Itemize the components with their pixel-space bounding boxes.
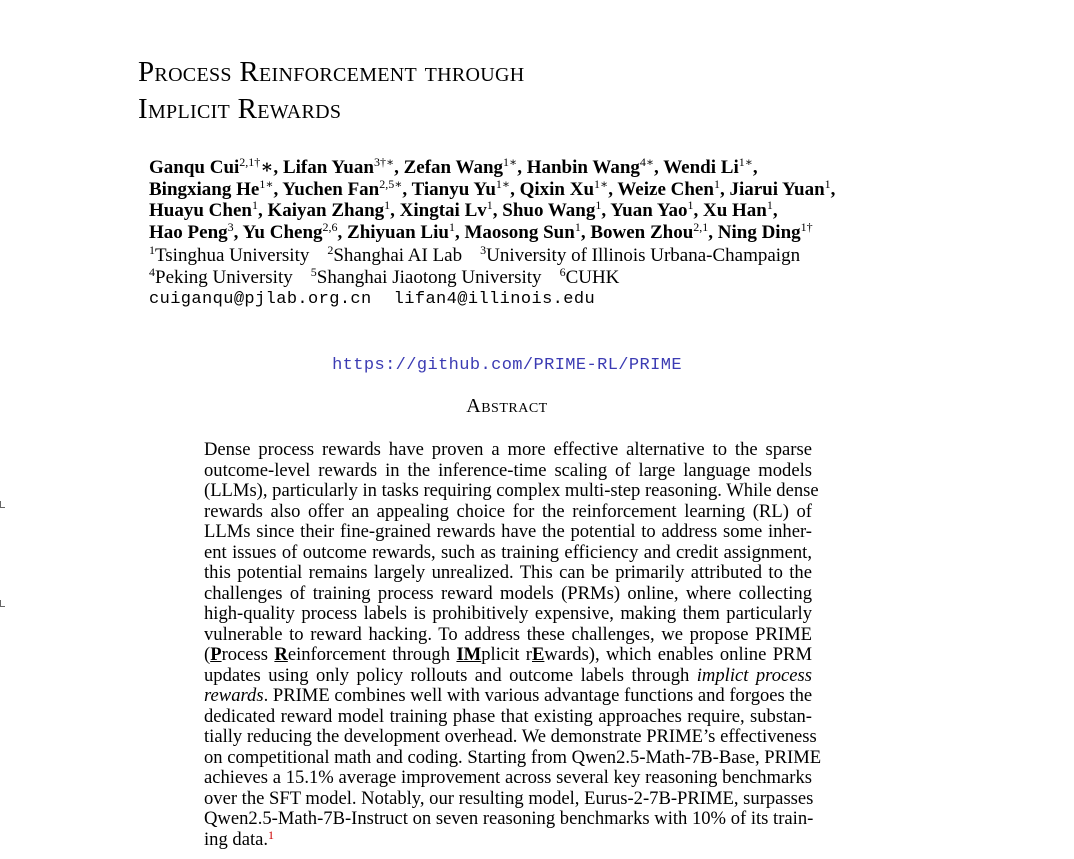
author-affiliation-mark: 3 [227, 219, 234, 234]
affiliation-number: 5 [310, 264, 317, 279]
author-name: Yu Cheng [242, 221, 323, 243]
author-name: Lifan Yuan [282, 157, 374, 178]
author-list [149, 157, 835, 243]
author-name: Xingtai Lv [399, 200, 487, 221]
author-affiliation-mark: 1 [824, 176, 831, 191]
author-affiliation-mark: 3†∗ [373, 155, 395, 169]
author-affiliation-mark: 1 [595, 198, 602, 212]
author-name: Zefan Wang [403, 157, 504, 178]
author-name: Weize Chen [617, 178, 714, 200]
abstract-line: high-quality process labels is prohibitively expensive, making them particularly [204, 603, 812, 624]
author-affiliation-mark: 1∗ [495, 176, 511, 191]
author-affiliation-mark: 2,6 [322, 219, 338, 234]
author-name: Zhiyuan Liu [347, 221, 449, 243]
affiliation-name: Shanghai AI Lab [333, 245, 463, 266]
author-name: Bowen Zhou [590, 221, 694, 243]
abstract-line: on competitional math and coding. Starting from Qwen2.5-Math-7B-Base, PRIME [204, 746, 822, 768]
author-name: Xu Han [702, 200, 767, 221]
abstract-heading: Abstract [466, 395, 548, 417]
abstract-line: challenges of training process reward models (PRMs) online, where collecting [204, 582, 812, 604]
abstract-line: rewards. PRIME combines well with various advantage functions and forgoes the [204, 685, 813, 706]
author-line [149, 219, 835, 244]
author-affiliation-mark: 2,1 [693, 219, 709, 234]
author-name: Kaiyan Zhang [267, 200, 385, 221]
author-separator: , [257, 200, 268, 221]
author-affiliation-mark: 1 [766, 198, 773, 212]
author-name: Huayu Chen [149, 200, 252, 221]
author-separator: , [601, 200, 611, 221]
footnote-mark[interactable]: 1 [268, 827, 275, 842]
author-affiliation-mark: 1 [713, 176, 720, 191]
affiliation-number: 1 [149, 243, 155, 257]
contact-emails [149, 290, 595, 309]
author-name: Shuo Wang [502, 200, 596, 221]
author-separator: , [580, 221, 591, 243]
abstract-line: (Process Reinforcement through IMplicit rEwards), which enables online PRM [204, 644, 812, 665]
abstract-line: outcome-level rewards in the inference-time scaling of large language models [204, 459, 812, 481]
author-affiliation-mark: 1 [486, 198, 493, 212]
abstract-line: over the SFT model. Notably, our resulting model, Eurus-2-7B-PRIME, surpasses [204, 787, 814, 809]
author-name: Qixin Xu [519, 178, 595, 200]
abstract-line: achieves a 15.1% average improvement across several key reasoning benchmarks [204, 767, 812, 788]
author-name: Jiarui Yuan [729, 178, 825, 200]
margin-mark-top [0, 501, 5, 508]
affiliation-number: 4 [149, 264, 155, 279]
author-affiliation-mark: 2,1† [239, 155, 261, 169]
abstract-line: Dense process rewards have proven a more effective alternative to the sparse [204, 439, 812, 460]
abstract-line: updates using only policy rollouts and outcome labels through implict process [204, 664, 812, 686]
abstract-line: LLMs since their fine-grained rewards have the potential to address some inher- [204, 521, 812, 542]
affiliation-number: 6 [559, 264, 566, 279]
email-cui[interactable]: cuiganqu@pjlab.org.cn [149, 290, 372, 309]
abstract-line: this potential remains largely unrealized. This can be primarily attributed to the [204, 562, 812, 583]
github-repo-link[interactable]: https://github.com/PRIME-RL/PRIME [332, 356, 682, 375]
author-separator: , [492, 200, 503, 221]
author-affiliation-mark: 1∗ [594, 176, 609, 191]
author-separator: , [394, 157, 404, 178]
author-affiliation-mark: 1∗ [503, 155, 518, 169]
abstract-line: ent issues of outcome rewards, such as training efficiency and credit assignment, [204, 541, 812, 563]
affiliation-name: CUHK [565, 266, 620, 288]
author-affiliation-mark: 1 [687, 198, 694, 212]
author-separator: , [510, 178, 520, 200]
author-name: Wendi Li [663, 157, 739, 178]
author-separator: , [517, 157, 527, 178]
author-separator: , [402, 178, 412, 200]
abstract-line: (LLMs), particularly in tasks requiring complex multi-step reasoning. While dense [204, 480, 819, 501]
abstract-line: vulnerable to reward hacking. To address these challenges, we propose PRIME [204, 623, 812, 645]
author-separator: , [273, 178, 283, 200]
author-line [149, 176, 836, 201]
author-affiliation-mark: 1∗ [738, 155, 753, 169]
author-name: Hao Peng [149, 221, 228, 243]
author-separator: , [337, 221, 348, 243]
author-separator: , [693, 200, 703, 221]
abstract-line: ing data.$^1$ [204, 827, 275, 850]
author-affiliation-mark: 1 [574, 219, 581, 234]
author-affiliation-mark: 1 [448, 219, 455, 234]
affiliations [149, 245, 800, 288]
author-name: Tianyu Yu [411, 178, 496, 200]
affiliation-name: Peking University [155, 266, 293, 288]
author-affiliation-mark: 1 [384, 198, 391, 212]
email-yuan[interactable]: lifan4@illinois.edu [393, 290, 596, 309]
author-line [149, 200, 835, 222]
author-affiliation-mark: 1† [800, 219, 813, 234]
abstract-body [204, 439, 822, 850]
author-separator: ∗, [260, 157, 283, 178]
title-line-1: Process Reinforcement through [138, 56, 525, 88]
author-separator: , [752, 157, 758, 178]
abstract-line: rewards also offer an appealing choice for the reinforcement learning (RL) of [204, 500, 812, 522]
affiliation-line-2 [149, 264, 800, 289]
author-name: Ganqu Cui [149, 157, 240, 178]
author-separator: , [454, 221, 465, 243]
affiliation-name: Shanghai Jiaotong University [316, 266, 542, 288]
margin-mark-bottom [0, 600, 5, 607]
title-line-2: Implicit Rewards [138, 93, 342, 125]
affiliation-line-1 [149, 245, 800, 267]
author-affiliation-mark: 4∗ [639, 155, 655, 169]
author-separator: , [772, 200, 778, 221]
affiliation-number: 2 [327, 243, 334, 257]
author-separator: , [608, 178, 618, 200]
author-separator: , [233, 221, 243, 243]
author-separator: , [390, 200, 400, 221]
author-name: Maosong Sun [464, 221, 575, 243]
author-separator: , [830, 178, 836, 200]
author-name: Ning Ding [717, 221, 801, 243]
author-name: Hanbin Wang [526, 157, 640, 178]
affiliation-name: Tsinghua University [155, 245, 310, 266]
author-name: Bingxiang He [149, 178, 260, 200]
author-separator: , [719, 178, 730, 200]
author-affiliation-mark: 2,5∗ [379, 176, 403, 191]
affiliation-number: 3 [480, 243, 487, 257]
author-line [149, 157, 835, 179]
affiliation-name: University of Illinois Urbana-Champaign [486, 245, 801, 266]
author-name: Yuchen Fan [282, 178, 380, 200]
paper-title [138, 54, 524, 128]
abstract-line: tially reducing the development overhead. We demonstrate PRIME’s effectiveness [204, 726, 817, 747]
author-name: Yuan Yao [610, 200, 688, 221]
author-affiliation-mark: 1 [251, 198, 258, 212]
author-separator: , [654, 157, 664, 178]
abstract-line: dedicated reward model training phase that existing approaches require, substan- [204, 705, 812, 727]
abstract-line: Qwen2.5-Math-7B-Instruct on seven reasoning benchmarks with 10% of its train- [204, 808, 814, 829]
author-affiliation-mark: 1∗ [259, 176, 274, 191]
author-separator: , [708, 221, 718, 243]
